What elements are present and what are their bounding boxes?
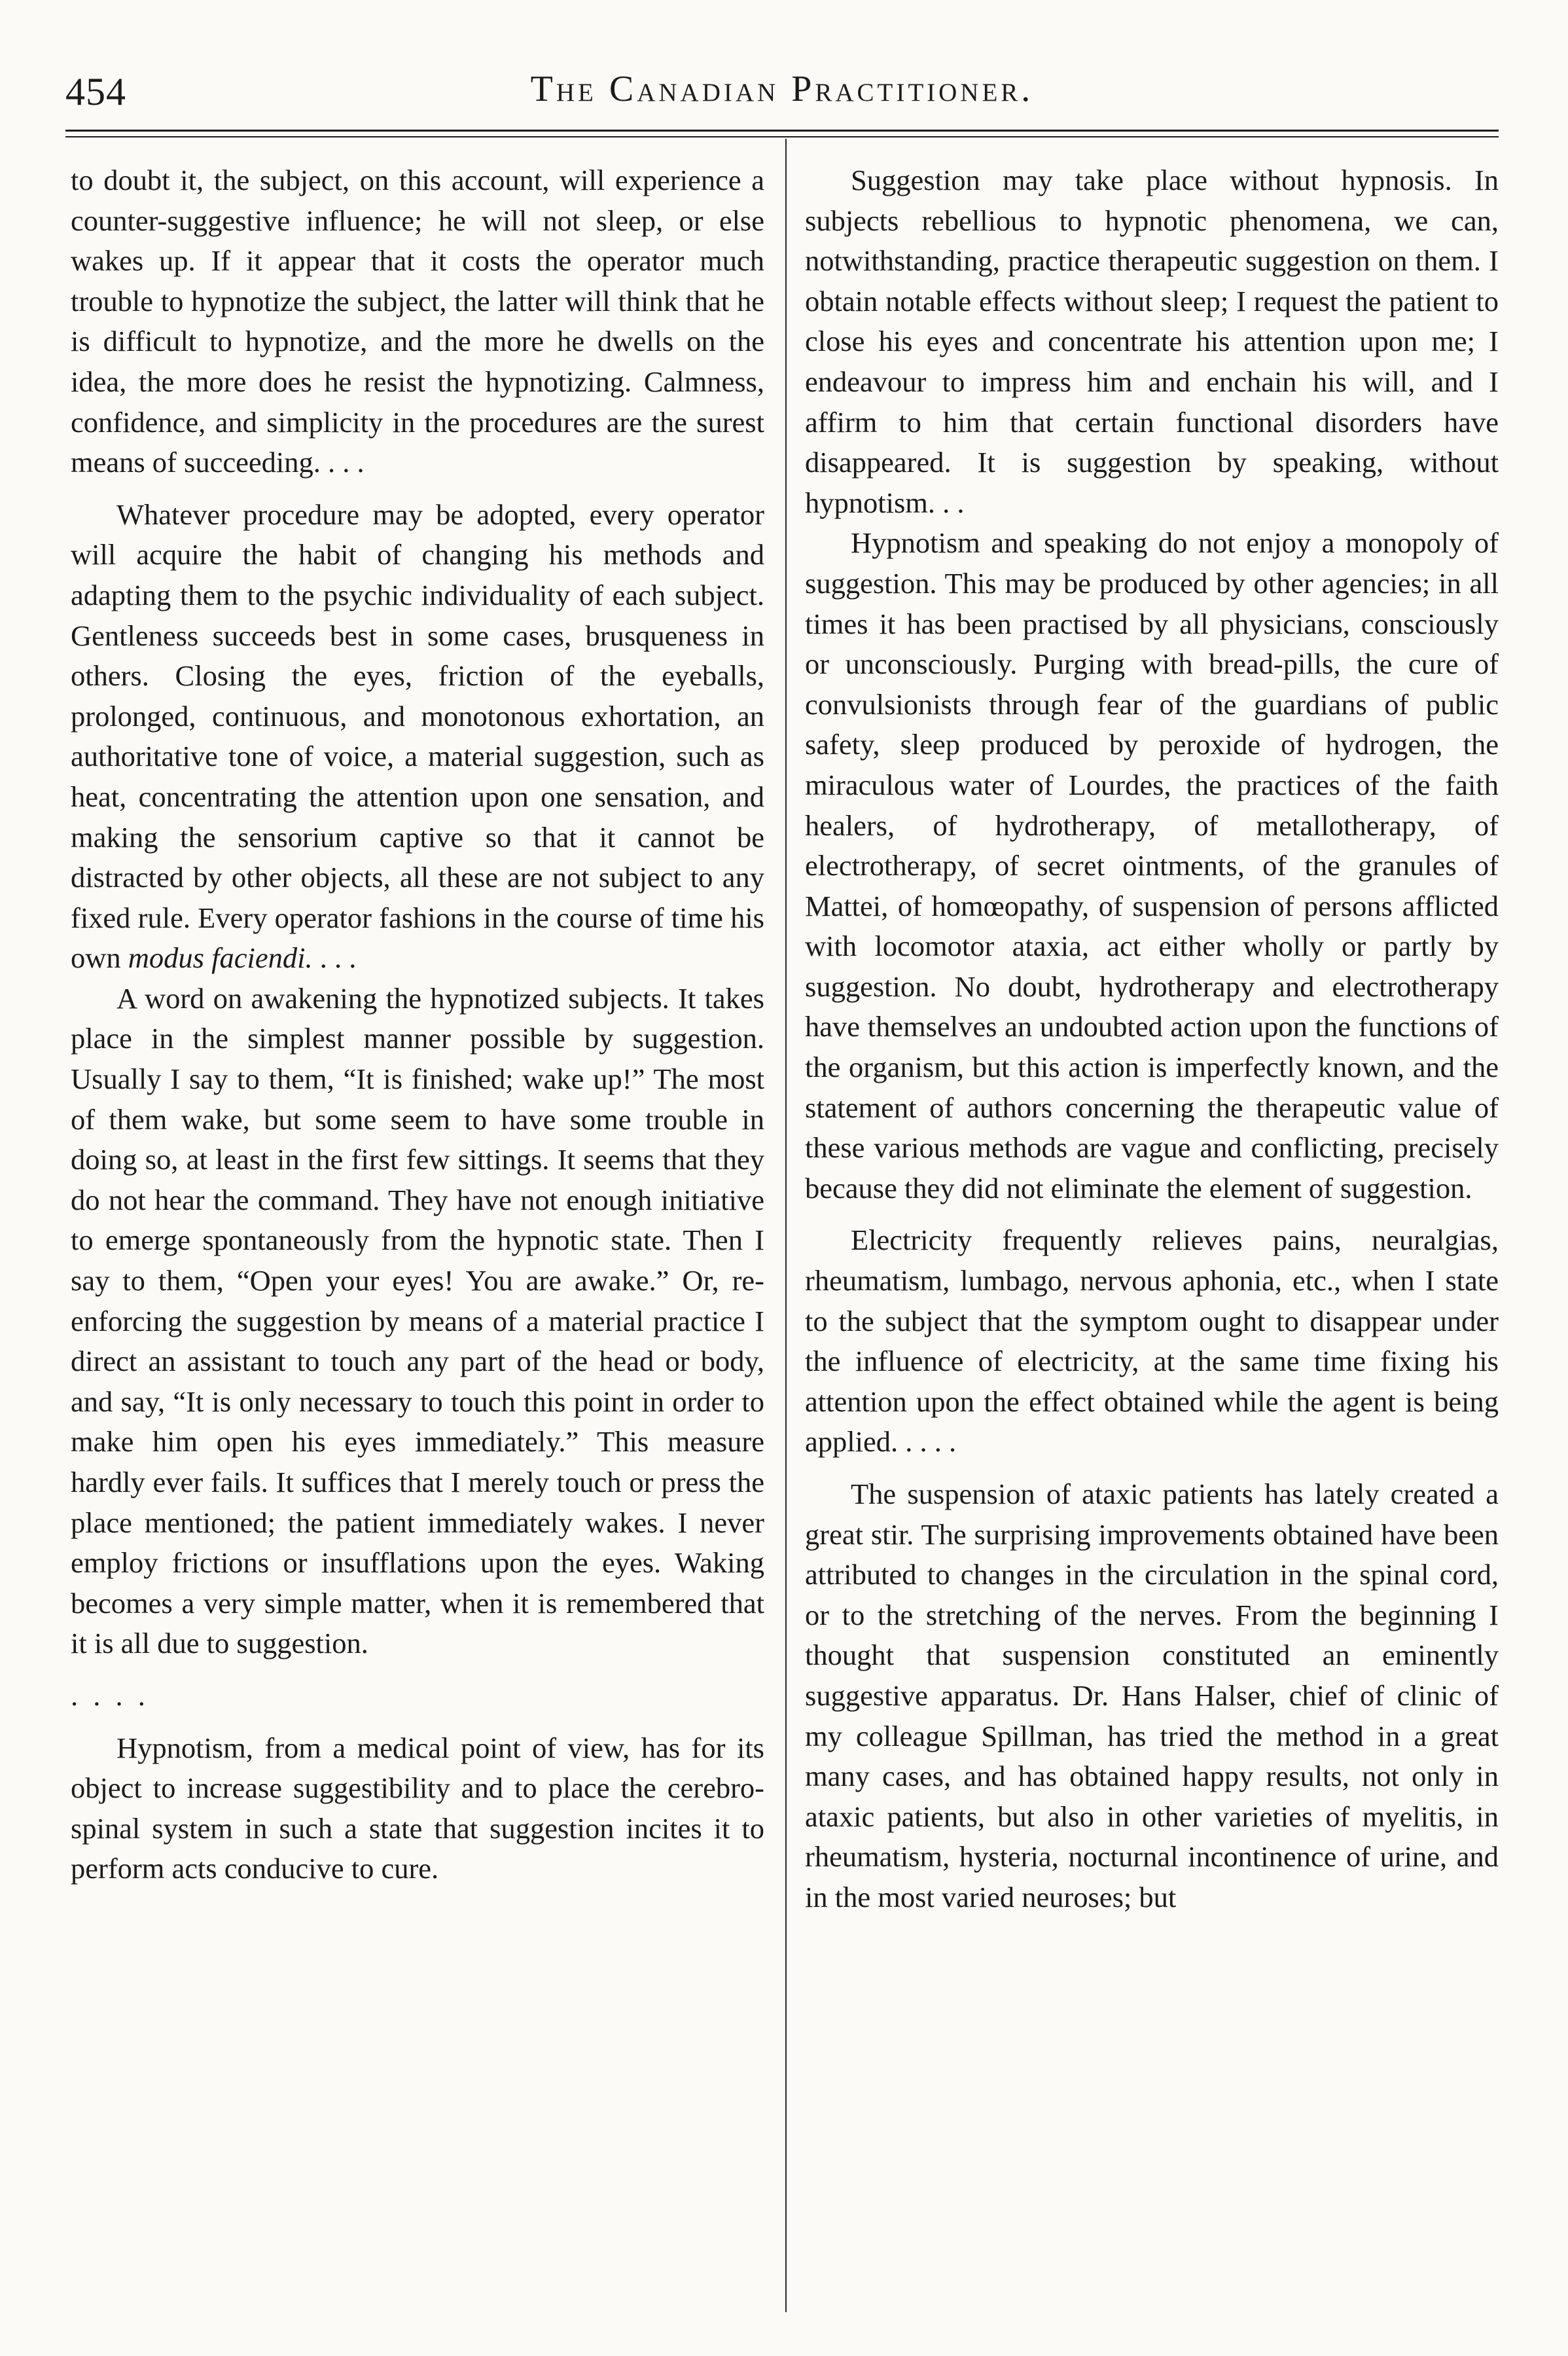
paragraph-procedure: [71, 495, 764, 979]
paragraph-medical-view: Hypnotism, from a medical point of view, has for its object to increase suggestibility and to place the cerebro-spinal system in such a state that suggestion incites it to perform acts conducive to cure.: [71, 1731, 764, 1885]
running-header: [65, 65, 1499, 118]
latin-phrase: modus faciendi.: [128, 941, 313, 975]
column-divider: [785, 139, 787, 2312]
header-rule-inner: [65, 136, 1499, 137]
section-ellipsis: . . . .: [71, 1678, 149, 1712]
paragraph-monopoly: Hypnotism and speaking do not enjoy a monopoly of suggestion. This may be produced by other agencies; in all times it has been practised by all physicians, consciously or unconsciously. Purging with bread-pills, the cure of convulsionists through fear of the guardians of public safety, sleep produced by peroxide of hydrogen, the miraculous water of Lourdes, the practices of the faith healers, of hydrotherapy, of metallotherapy, of electrotherapy, of secret ointments, of the granules of Mattei, of homœopathy, of suspension of persons afflicted with locomotor ataxia, act either wholly or partly by suggestion. No doubt, hydrotherapy and electrotherapy have themselves an undoubted action upon the functions of the organism, but this action is imperfectly known, and the statement of authors concerning the therapeutic value of these various methods are vague and conflicting, precisely because they did not eliminate the element of suggestion.: [805, 526, 1499, 1205]
header-rule: [65, 130, 1499, 132]
paragraph-ellipsis: . . .: [312, 941, 357, 975]
journal-title: The Canadian Practitioner.: [530, 69, 1034, 109]
left-column: [71, 160, 764, 1889]
paragraph-suspension: The suspension of ataxic patients has lately created a great stir. The surprising improvements obtained have been attributed to changes in the circulation in the spinal cord, or to the stretching of the nerves. From the beginning I thought that suspension constituted an eminently suggestive apparatus. Dr. Hans Halser, chief of clinic of my colleague Spillman, has tried the method in a great many cases, and has obtained happy results, not only in ataxic patients, but also in other varieties of myelitis, in rheumatism, hysteria, nocturnal incontinence of urine, and in the most varied neuroses; but: [805, 1477, 1499, 1913]
right-column: [805, 160, 1499, 1918]
paragraph-awakening: A word on awakening the hypnotized subjects. It takes place in the simplest manner possible by suggestion. Usually I say to them, “It is finished; wake up!” The most of them wake, but some seem to have some trouble in doing so, at least in the first few sittings. It seems that they do not hear the command. They have not enough initiative to emerge spontaneously from the hypnotic state. Then I say to them, “Open your eyes! You are awake.” Or, re-enforcing the suggestion by means of a material practice I direct an assistant to touch any part of the head or body, and say, “It is only necessary to touch this point in order to make him open his eyes immediately.” This measure hardly ever fails. It suffices that I merely touch or press the place mentioned; the patient immediately wakes. I never employ frictions or insufflations upon the eyes. Waking becomes a very simple matter, when it is remembered that it is all due to suggestion.: [71, 981, 764, 1660]
page-number: 454: [65, 70, 126, 113]
paragraph-continuation: to doubt it, the subject, on this account, will experience a counter-suggestive influence; he will not sleep, or else wakes up. If it appear that it costs the operator much trouble to hypnotize the subject, the latter will think that he is difficult to hypnotize, and the more he dwells on the idea, the more does he resist the hypnotizing. Calmness, confidence, and simplicity in the procedures are the surest means of succeeding. . . .: [71, 164, 764, 479]
paragraph-text: Whatever procedure may be adopted, every operator will acquire the habit of changing his methods and adapting them to the psychic individuality of each subject. Gentleness succeeds best in some cases, brusqueness in others. Closing the eyes, friction of the eyeballs, prolonged, continuous, and monotonous exhortation, an authoritative tone of voice, a material suggestion, such as heat, concentrating the attention upon one sensation, and making the sensorium captive so that it cannot be distracted by other objects, all these are not subject to any fixed rule. Every operator fashions in the course of time his own: [71, 498, 764, 975]
paragraph-without-hypnosis: Suggestion may take place without hypnosis. In subjects rebellious to hypnotic phenomena, we can, notwithstanding, practice therapeutic suggestion on them. I obtain notable effects without sleep; I request the patient to close his eyes and concentrate his attention upon me; I endeavour to impress him and enchain his will, and I affirm to him that certain functional disorders have disappeared. It is suggestion by speaking, without hypnotism. . .: [805, 164, 1499, 519]
paragraph-electricity: Electricity frequently relieves pains, neuralgias, rheumatism, lumbago, nervous aphonia, etc., when I state to the subject that the symptom ought to disappear under the influence of electricity, at the same time fixing his attention upon the effect obtained while the agent is being applied. . . . .: [805, 1223, 1499, 1459]
